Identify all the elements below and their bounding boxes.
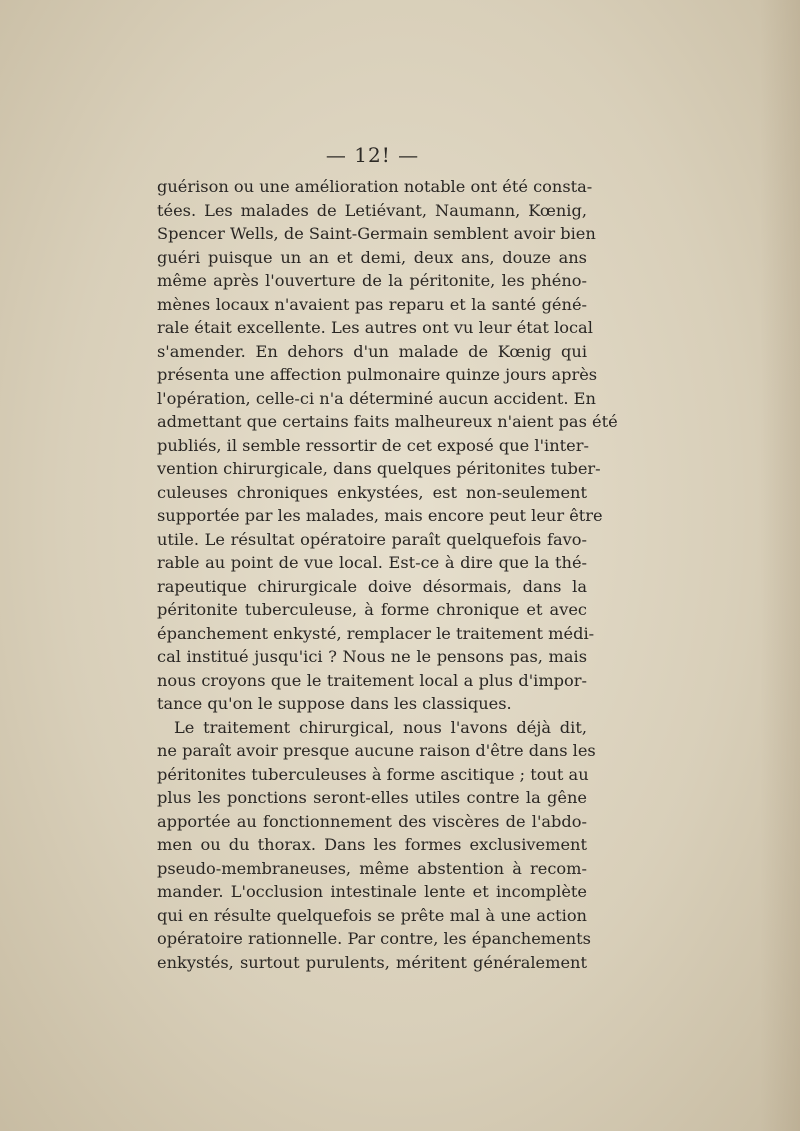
body-text [157, 175, 618, 974]
text-line: enkystés, surtout purulents, méritent généralement [157, 952, 587, 972]
text-line: même après l'ouverture de la péritonite, les phéno- [157, 271, 587, 290]
text-line: plus les ponctions seront-elles utiles contre la gêne [157, 788, 587, 807]
text-line: culeuses chroniques enkystées, est non-seulement [157, 482, 587, 502]
text-line: mènes locaux n'avaient pas reparu et la santé géné- [157, 294, 587, 314]
text-line: tance qu'on le suppose dans les classiques. [157, 694, 512, 713]
page-number-header: — 12! — [325, 143, 420, 167]
text-line: opératoire rationnelle. Par contre, les épanchements [157, 929, 591, 948]
text-line: rable au point de vue local. Est-ce à dire que la thé- [157, 553, 587, 572]
text-line: présenta une affection pulmonaire quinze jours après [157, 365, 598, 384]
text-line: Le traitement chirurgical, nous l'avons déjà dit, [174, 717, 587, 737]
text-line: admettant que certains faits malheureux n'aient pas été [157, 412, 618, 431]
text-line: publiés, il semble ressortir de cet exposé que l'inter- [157, 435, 589, 455]
text-line: rapeutique chirurgicale doive désormais, dans la [157, 576, 587, 596]
text-line: Spencer Wells, de Saint-Germain semblent avoir bien [157, 224, 596, 243]
text-line: épanchement enkysté, remplacer le traitement médi- [157, 623, 595, 643]
text-line: guéri puisque un an et demi, deux ans, douze ans [157, 247, 587, 267]
text-line: men ou du thorax. Dans les formes exclusivement [157, 835, 587, 854]
text-line: pseudo-membraneuses, même abstention à recom- [157, 858, 587, 878]
text-line: ne paraît avoir presque aucune raison d'être dans les [157, 741, 596, 760]
paragraph-1 [157, 175, 618, 716]
text-line: tées. Les malades de Letiévant, Naumann, Kœnig, [157, 200, 587, 220]
text-line: guérison ou une amélioration notable ont été consta- [157, 177, 593, 196]
text-line: supportée par les malades, mais encore peut leur être [157, 506, 603, 525]
text-line: rale était excellente. Les autres ont vu leur état local [157, 318, 593, 337]
text-line: nous croyons que le traitement local a plus d'impor- [157, 670, 587, 690]
text-line: mander. L'occlusion intestinale lente et incomplète [157, 882, 587, 901]
text-line: apportée au fonctionnement des viscères de l'abdo- [157, 811, 587, 831]
text-line: s'amender. En dehors d'un malade de Kœnig qui [157, 341, 587, 361]
text-line: vention chirurgicale, dans quelques péritonites tuber- [157, 459, 601, 478]
text-line: qui en résulte quelquefois se prête mal à une action [157, 905, 587, 925]
text-line: cal institué jusqu'ici ? Nous ne le pensons pas, mais [157, 647, 587, 666]
text-line: l'opération, celle-ci n'a déterminé aucun accident. En [157, 388, 596, 408]
text-line: péritonites tuberculeuses à forme ascitique ; tout au [157, 764, 589, 784]
paragraph-2 [157, 716, 596, 975]
text-line: péritonite tuberculeuse, à forme chronique et avec [157, 600, 587, 619]
text-line: utile. Le résultat opératoire paraît quelquefois favo- [157, 529, 587, 549]
